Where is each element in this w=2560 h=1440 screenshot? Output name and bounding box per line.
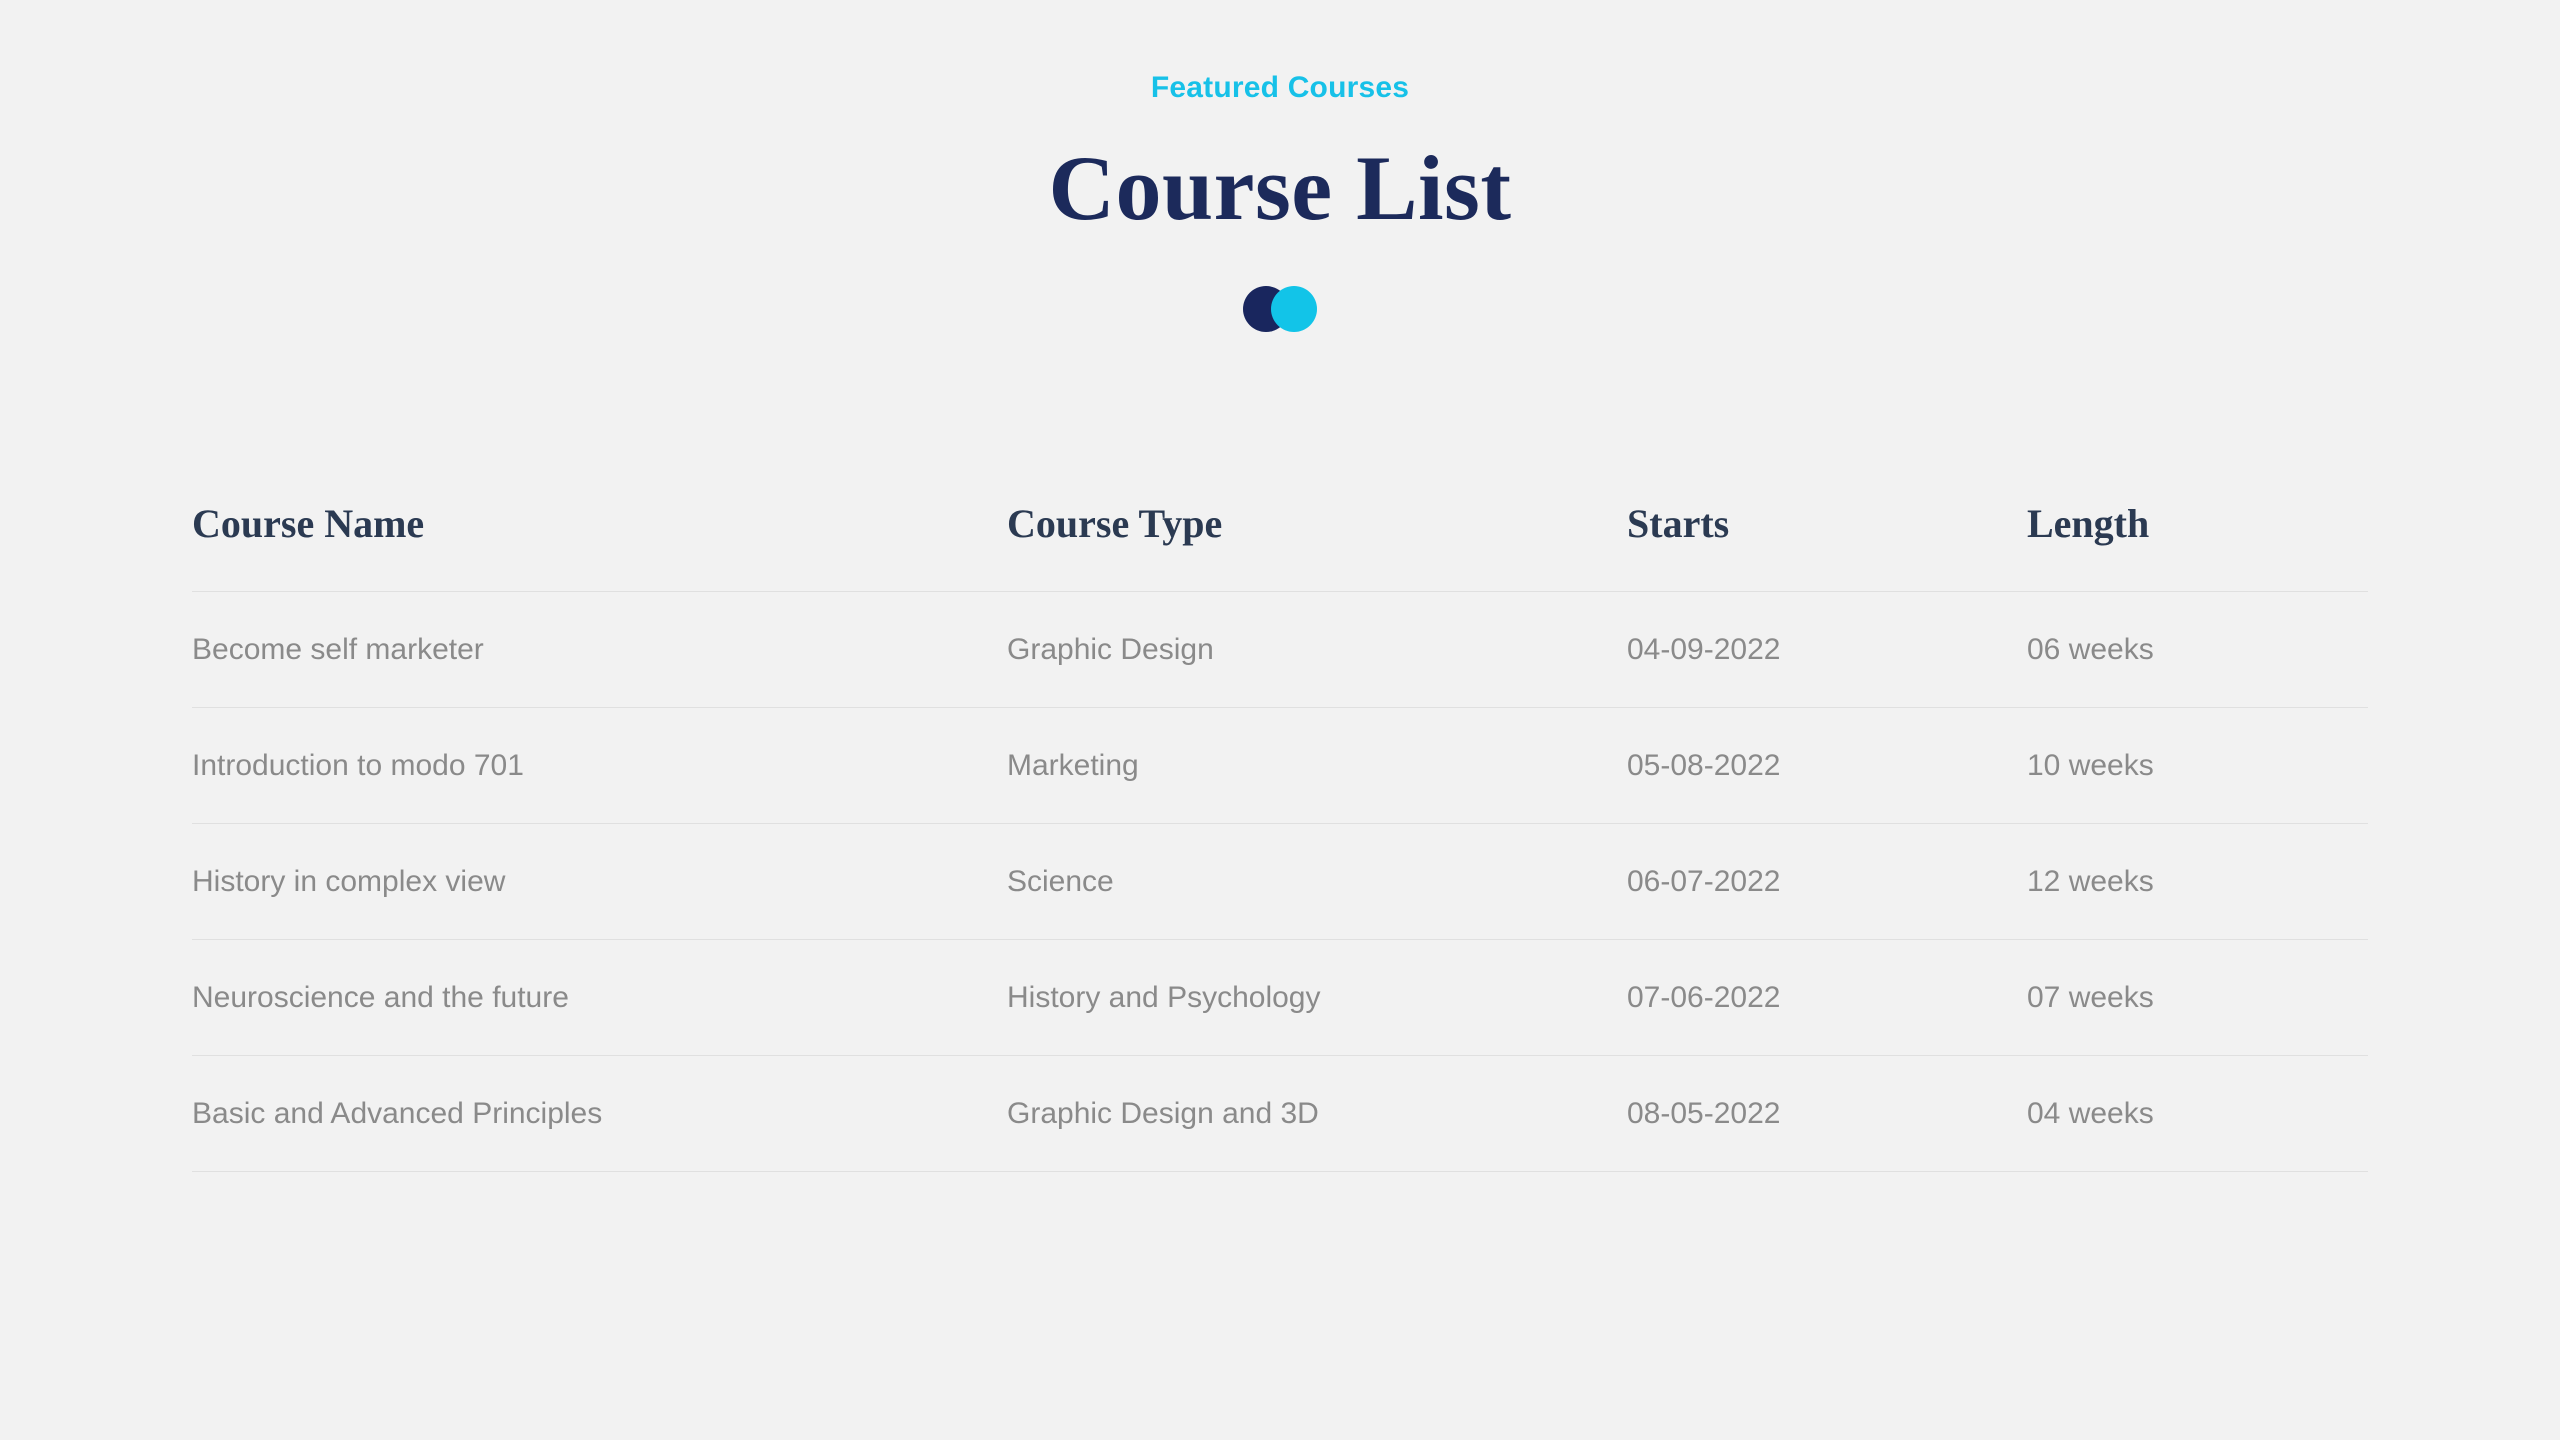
cell-course-name: History in complex view [192, 865, 506, 898]
table-row [192, 824, 2368, 940]
cell-starts: 08-05-2022 [1627, 1097, 1781, 1130]
cell-starts: 04-09-2022 [1627, 633, 1781, 666]
cell-course-type: History and Psychology [1007, 981, 1321, 1014]
course-table [192, 500, 2368, 1172]
cell-starts: 06-07-2022 [1627, 865, 1781, 898]
cell-length: 10 weeks [2027, 749, 2154, 782]
cell-course-name: Neuroscience and the future [192, 981, 569, 1014]
cell-course-name: Become self marketer [192, 633, 484, 666]
cell-length: 12 weeks [2027, 865, 2154, 898]
cell-course-name: Introduction to modo 701 [192, 749, 524, 782]
column-header-course-name: Course Name [192, 501, 425, 546]
page-header [0, 0, 2560, 337]
column-header-course-type: Course Type [1007, 501, 1223, 546]
table-header-row [192, 500, 2368, 592]
cell-starts: 07-06-2022 [1627, 981, 1781, 1014]
table-row [192, 708, 2368, 824]
table-row [192, 940, 2368, 1056]
table-row [192, 592, 2368, 708]
cell-course-name: Basic and Advanced Principles [192, 1097, 603, 1130]
section-eyebrow: Featured Courses [1150, 71, 1410, 104]
cell-length: 04 weeks [2027, 1097, 2154, 1130]
cell-course-type: Marketing [1007, 749, 1139, 782]
table-row [192, 1056, 2368, 1172]
dot-cyan-icon [1271, 286, 1317, 332]
cell-course-type: Graphic Design [1007, 633, 1214, 666]
course-table-body [192, 592, 2368, 1172]
cell-length: 06 weeks [2027, 633, 2154, 666]
decorative-dots [0, 281, 2560, 337]
column-header-starts: Starts [1627, 501, 1730, 546]
cell-length: 07 weeks [2027, 981, 2154, 1014]
column-header-length: Length [2027, 501, 2150, 546]
cell-course-type: Graphic Design and 3D [1007, 1097, 1319, 1130]
course-table-head [192, 500, 2368, 592]
cell-course-type: Science [1007, 865, 1114, 898]
course-table-container [192, 500, 2368, 1172]
page-title: Course List [1048, 137, 1512, 239]
cell-starts: 05-08-2022 [1627, 749, 1781, 782]
